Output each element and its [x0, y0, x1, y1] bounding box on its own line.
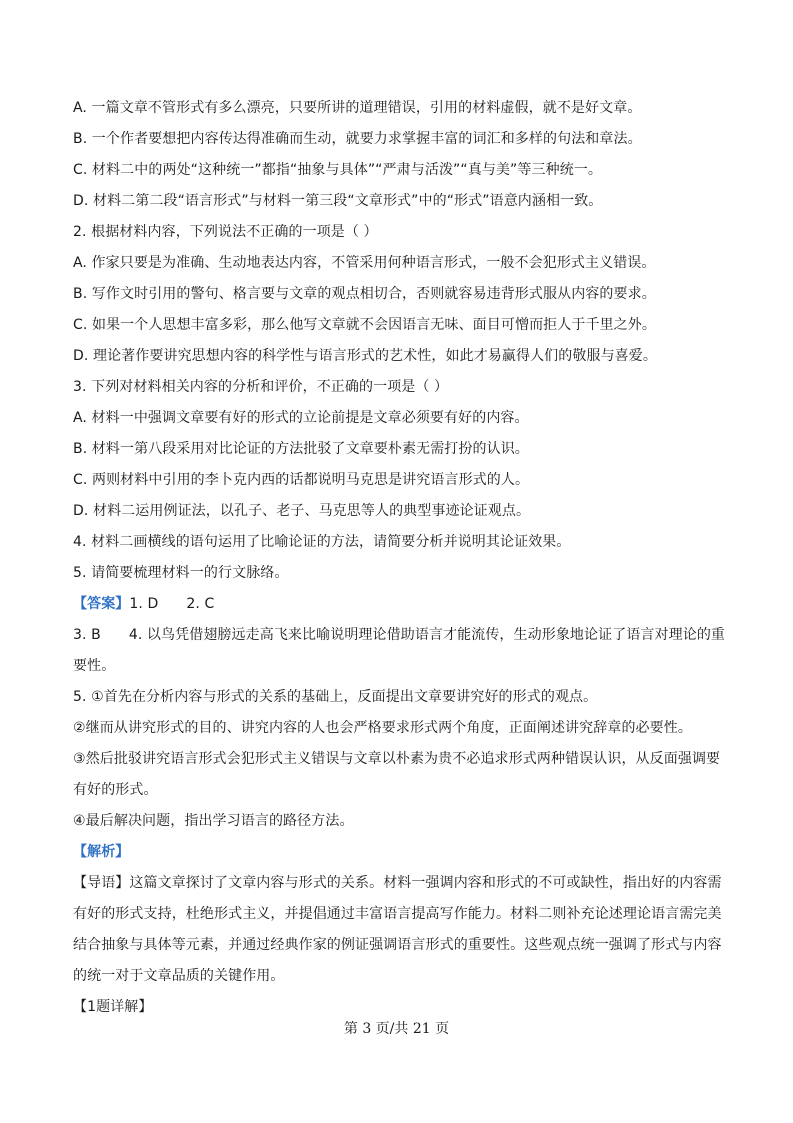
- analysis-heading: [73, 837, 733, 868]
- q2-option-c: C. 如果一个人思想丰富多彩，那么他写文章就不会因语言无味、面目可憎而拒人于千里之外。: [73, 317, 656, 333]
- guide-line-2: 有好的形式支持，杜绝形式主义，并提倡通过丰富语言提高写作能力。材料二则补充论述理论语言需完美: [73, 906, 722, 922]
- analysis-tag: 【解析】: [73, 844, 130, 860]
- answer-2: 2. C: [186, 596, 215, 612]
- q2-option-d: D. 理论著作要讲究思想内容的科学性与语言形式的艺术性，如此才易赢得人们的敬服与喜爱。: [73, 348, 657, 364]
- q1-option-d: D. 材料二第二段“语言形式”与材料一第三段“文章形式”中的“形式”语意内涵相一致。: [73, 193, 603, 209]
- answer-5-step-3-line-2: 有好的形式。: [73, 782, 158, 798]
- guide-line-3: 结合抽象与具体等元素，并通过经典作家的例证强调语言形式的重要性。这些观点统一强调了形式与内容: [73, 937, 722, 953]
- guide-line-1: [73, 868, 733, 899]
- answer-4-line-2: 要性。: [73, 658, 116, 674]
- q1-option-a: A. 一篇文章不管形式有多么漂亮，只要所讲的道理错误，引用的材料虚假，就不是好文章。: [73, 100, 642, 116]
- page-content: [73, 93, 733, 1023]
- q3-option-b: B. 材料一第八段采用对比论证的方法批驳了文章要朴素无需打扮的认识。: [73, 441, 529, 457]
- guide-tag: 【导语】: [73, 875, 130, 891]
- q2-option-b: B. 写作文时引用的警句、格言要与文章的观点相切合，否则就容易违背形式服从内容的要求。: [73, 286, 656, 302]
- answer-3: 3. B: [73, 627, 101, 643]
- q4-stem: 4. 材料二画横线的语句运用了比喻论证的方法，请简要分析并说明其论证效果。: [73, 534, 571, 550]
- guide-text-1: 这篇文章探讨了文章内容与形式的关系。材料一强调内容和形式的不可或缺性，指出好的内容需: [129, 875, 722, 891]
- answer-5-step-3-line-1: ③然后批驳讲究语言形式会犯形式主义错误与文章以朴素为贵不必追求形式两种错误认识，从反面强调要: [73, 751, 721, 767]
- q1-option-b: B. 一个作者要想把内容传达得准确而生动，就要力求掌握丰富的词汇和多样的句法和章法。: [73, 131, 642, 147]
- q3-option-a: A. 材料一中强调文章要有好的形式的立论前提是文章必须要有好的内容。: [73, 410, 529, 426]
- q2-option-a: A. 作家只要是为准确、生动地表达内容，不管采用何种语言形式，一般不会犯形式主义错误。: [73, 255, 656, 271]
- answer-4-line-1: 4. 以鸟凭借翅膀远走高飞来比喻说明理论借助语言才能流传，生动形象地论证了语言对理论的重: [128, 627, 726, 643]
- answer-line-2: [73, 620, 733, 651]
- answer-line-1: [73, 589, 733, 620]
- answer-5-step-1: 5. ①首先在分析内容与形式的关系的基础上，反面提出文章要讲究好的形式的观点。: [73, 689, 598, 705]
- answer-5-step-4: ④最后解决问题，指出学习语言的路径方法。: [73, 813, 354, 829]
- guide-line-4: 的统一对于文章品质的关键作用。: [73, 968, 285, 984]
- q2-stem: 2. 根据材料内容，下列说法不正确的一项是（ ）: [73, 224, 378, 240]
- answer-tag: 【答案】: [73, 596, 130, 612]
- answer-5-step-2: ②继而从讲究形式的目的、讲究内容的人也会严格要求形式两个角度，正面阐述讲究辞章的必要性。: [73, 720, 692, 736]
- q3-option-c: C. 两则材料中引用的李卜克内西的话都说明马克思是讲究语言形式的人。: [73, 472, 530, 488]
- q3-stem: 3. 下列对材料相关内容的分析和评价，不正确的一项是（ ）: [73, 379, 449, 395]
- q5-stem: 5. 请简要梳理材料一的行文脉络。: [73, 565, 289, 581]
- q3-option-d: D. 材料二运用例证法，以孔子、老子、马克思等人的典型事迹论证观点。: [73, 503, 531, 519]
- page-number: 第 3 页/共 21 页: [343, 1021, 450, 1037]
- q1-option-c: C. 材料二中的两处“这种统一”都指“抽象与具体”“严肃与活泼”“真与美”等三种统一。: [73, 162, 602, 178]
- detail-heading: 【1题详解】: [73, 999, 153, 1015]
- answer-1: 1. D: [129, 596, 159, 612]
